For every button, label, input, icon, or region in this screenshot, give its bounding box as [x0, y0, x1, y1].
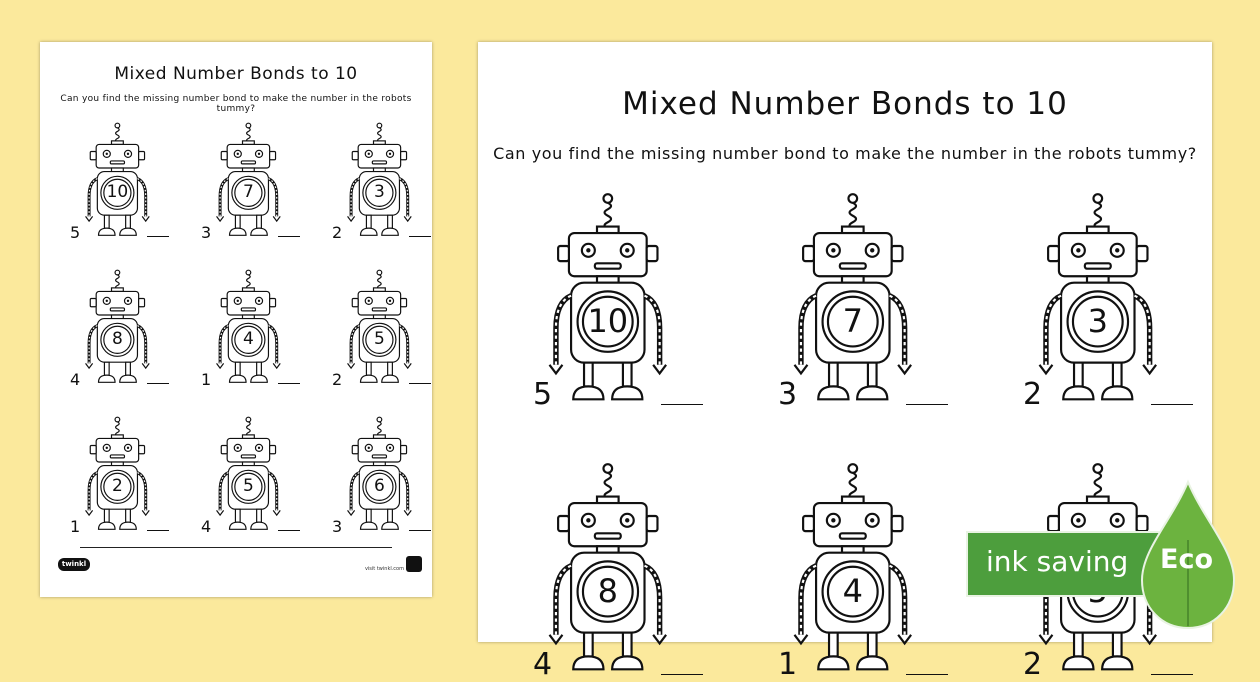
robot-tummy-number: 4	[242, 329, 254, 350]
given-number: 5	[70, 223, 81, 243]
robot-problem	[70, 416, 153, 537]
given-number: 3	[201, 223, 212, 243]
robot-problem	[201, 122, 284, 243]
answer-blank[interactable]	[661, 404, 703, 405]
worksheet-instructions: Can you find the missing number bond to make the number in the robots tummy?	[493, 144, 1197, 163]
given-number: 2	[332, 370, 343, 390]
answer-blank[interactable]	[906, 404, 948, 405]
answer-blank[interactable]	[278, 530, 300, 531]
answer-blank[interactable]	[1151, 404, 1193, 405]
answer-blank[interactable]	[409, 530, 431, 531]
robot-problem	[778, 192, 918, 412]
answer-blank[interactable]	[661, 674, 703, 675]
robot-tummy-number: 6	[373, 476, 385, 497]
answer-blank[interactable]	[147, 530, 169, 531]
answer-blank[interactable]	[409, 383, 431, 384]
robot-illustration	[213, 122, 284, 240]
given-number: 2	[1023, 376, 1043, 412]
robot-tummy-number: 3	[1087, 301, 1108, 340]
twinkl-badge-icon	[406, 556, 422, 572]
robot-illustration	[543, 192, 673, 408]
answer-blank[interactable]	[1151, 674, 1193, 675]
given-number: 3	[332, 517, 343, 537]
robot-tummy-number: 7	[242, 182, 254, 203]
robot-problem	[332, 122, 415, 243]
given-number: 1	[70, 517, 81, 537]
robot-illustration	[788, 462, 918, 678]
robot-problem	[778, 462, 918, 682]
robot-tummy-number: 8	[597, 571, 618, 610]
answer-blank[interactable]	[147, 236, 169, 237]
footer-divider	[80, 547, 392, 548]
given-number: 4	[533, 646, 553, 682]
robot-problem	[201, 269, 284, 390]
robot-illustration	[1033, 192, 1163, 408]
robot-illustration	[213, 416, 284, 534]
given-number: 1	[778, 646, 798, 682]
given-number: 5	[533, 376, 553, 412]
robot-illustration	[788, 192, 918, 408]
answer-blank[interactable]	[906, 674, 948, 675]
robot-problem	[70, 269, 153, 390]
robot-tummy-number: 7	[842, 301, 863, 340]
answer-blank[interactable]	[278, 383, 300, 384]
worksheet-title: Mixed Number Bonds to 10	[114, 64, 358, 84]
robot-problem	[1023, 192, 1163, 412]
robot-tummy-number: 10	[106, 182, 129, 203]
robot-illustration	[344, 416, 415, 534]
robot-illustration	[82, 416, 153, 534]
worksheet-preview-small	[40, 42, 432, 597]
given-number: 4	[70, 370, 81, 390]
robot-tummy-number: 8	[111, 329, 123, 350]
robot-illustration	[82, 122, 153, 240]
robot-problem	[332, 416, 415, 537]
footer-url: visit twinkl.com	[364, 566, 404, 572]
robot-illustration	[82, 269, 153, 387]
twinkl-logo: twinkl	[58, 558, 90, 571]
given-number: 3	[778, 376, 798, 412]
robot-problem	[70, 122, 153, 243]
given-number: 1	[201, 370, 212, 390]
robot-illustration	[543, 462, 673, 678]
robot-illustration	[344, 269, 415, 387]
ink-saving-label: ink saving	[986, 545, 1129, 578]
answer-blank[interactable]	[278, 236, 300, 237]
robot-tummy-number: 10	[587, 301, 629, 340]
worksheet-title: Mixed Number Bonds to 10	[622, 86, 1068, 122]
worksheet-instructions: Can you find the missing number bond to make the number in the robots tummy?	[60, 94, 412, 114]
robot-tummy-number: 3	[373, 182, 385, 203]
robot-illustration	[344, 122, 415, 240]
eco-label: Eco	[1160, 544, 1213, 575]
robot-problem	[533, 462, 673, 682]
robot-problem	[533, 192, 673, 412]
answer-blank[interactable]	[147, 383, 169, 384]
given-number: 2	[1023, 646, 1043, 682]
given-number: 4	[201, 517, 212, 537]
robot-problem	[201, 416, 284, 537]
robot-tummy-number: 2	[111, 476, 123, 497]
robot-tummy-number: 5	[242, 476, 254, 497]
robot-tummy-number: 5	[373, 329, 385, 350]
robot-problem	[332, 269, 415, 390]
answer-blank[interactable]	[409, 236, 431, 237]
robot-illustration	[213, 269, 284, 387]
robot-tummy-number: 4	[842, 571, 863, 610]
given-number: 2	[332, 223, 343, 243]
